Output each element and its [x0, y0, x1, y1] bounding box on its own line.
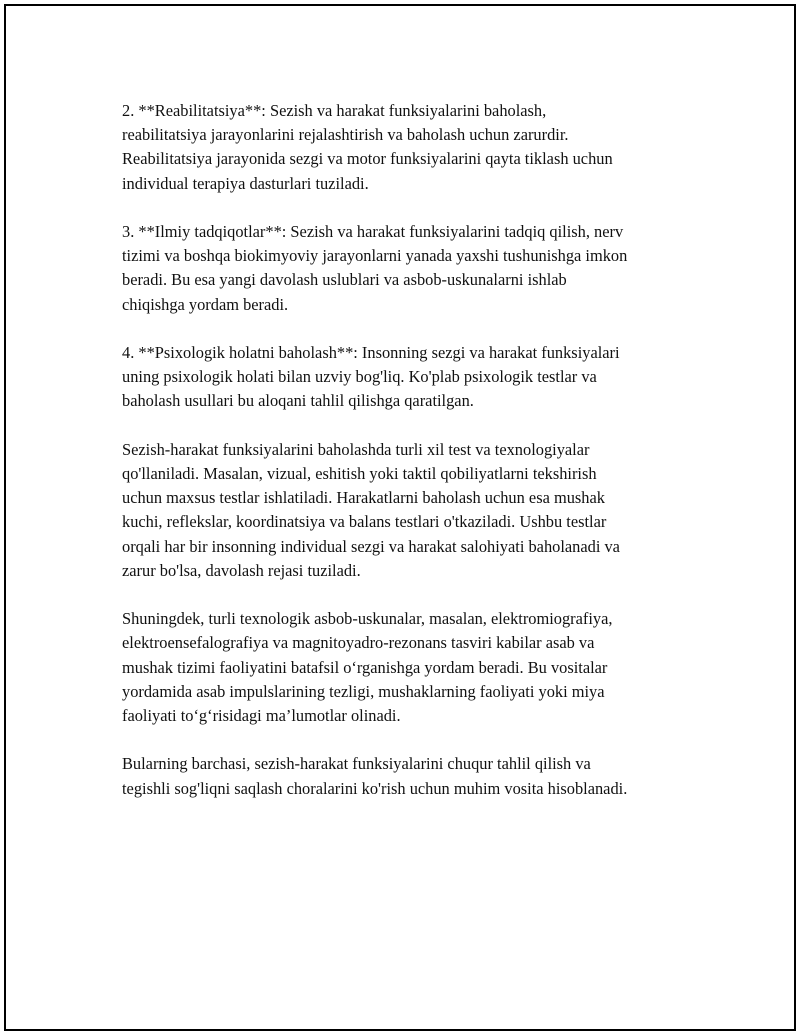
paragraph-psychological-assessment — [122, 341, 722, 414]
text-line: orqali har bir insonning individual sezgi va harakat salohiyati baholanadi va — [122, 536, 620, 556]
text-line: elektroensefalografiya va magnitoyadro-rezonans tasviri kabilar asab va — [122, 633, 595, 653]
text-line: faoliyati to‘g‘risidagi ma’lumotlar olinadi. — [122, 706, 401, 726]
text-line: reabilitatsiya jarayonlarini rejalashtirish va baholash uchun zarurdir. — [122, 125, 569, 145]
text-line: tegishli sog'liqni saqlash choralarini ko'rish uchun muhim vosita hisoblanadi. — [122, 778, 628, 798]
text-line: kuchi, reflekslar, koordinatsiya va balans testlari o'tkaziladi. Ushbu testlar — [122, 512, 607, 532]
text-line: Sezish-harakat funksiyalarini baholashda turli xil test va texnologiyalar — [122, 439, 590, 459]
paragraph-technologies — [122, 607, 722, 728]
text-line: zarur bo'lsa, davolash rejasi tuziladi. — [122, 560, 361, 580]
text-line: mushak tizimi faoliyatini batafsil o‘rganishga yordam beradi. Bu vositalar — [122, 657, 608, 677]
text-line: uchun maxsus testlar ishlatiladi. Harakatlarni baholash uchun esa mushak — [122, 488, 605, 508]
text-line: individual terapiya dasturlari tuziladi. — [122, 173, 369, 193]
text-line: baholash usullari bu aloqani tahlil qilishga qaratilgan. — [122, 391, 474, 411]
paragraph-rehabilitation — [122, 99, 722, 196]
text-line: 4. **Psixologik holatni baholash**: Insonning sezgi va harakat funksiyalari — [122, 343, 620, 362]
text-line: 3. **Ilmiy tadqiqotlar**: Sezish va harakat funksiyalarini tadqiq qilish, nerv — [122, 222, 624, 241]
paragraph-conclusion — [122, 752, 722, 800]
text-line: chiqishga yordam beradi. — [122, 294, 289, 314]
page-frame — [4, 4, 796, 1031]
text-line: Shuningdek, turli texnologik asbob-uskunalar, masalan, elektromiografiya, — [122, 609, 613, 629]
document-body — [122, 99, 722, 825]
text-line: beradi. Bu esa yangi davolash uslublari va asbob-uskunalarni ishlab — [122, 270, 567, 290]
paragraph-assessment-methods — [122, 438, 722, 583]
text-line: 2. **Reabilitatsiya**: Sezish va harakat funksiyalarini baholash, — [122, 101, 547, 120]
text-line: qo'llaniladi. Masalan, vizual, eshitish yoki taktil qobiliyatlarni tekshirish — [122, 464, 597, 483]
text-line: tizimi va boshqa biokimyoviy jarayonlarni yanada yaxshi tushunishga imkon — [122, 246, 628, 266]
text-line: Reabilitatsiya jarayonida sezgi va motor funksiyalarini qayta tiklash uchun — [122, 149, 613, 169]
text-line: Bularning barchasi, sezish-harakat funksiyalarini chuqur tahlil qilish va — [122, 754, 591, 774]
paragraph-scientific-research — [122, 220, 722, 317]
text-line: uning psixologik holati bilan uzviy bog'liq. Ko'plab psixologik testlar va — [122, 367, 597, 387]
text-line: yordamida asab impulslarining tezligi, mushaklarning faoliyati yoki miya — [122, 681, 605, 701]
